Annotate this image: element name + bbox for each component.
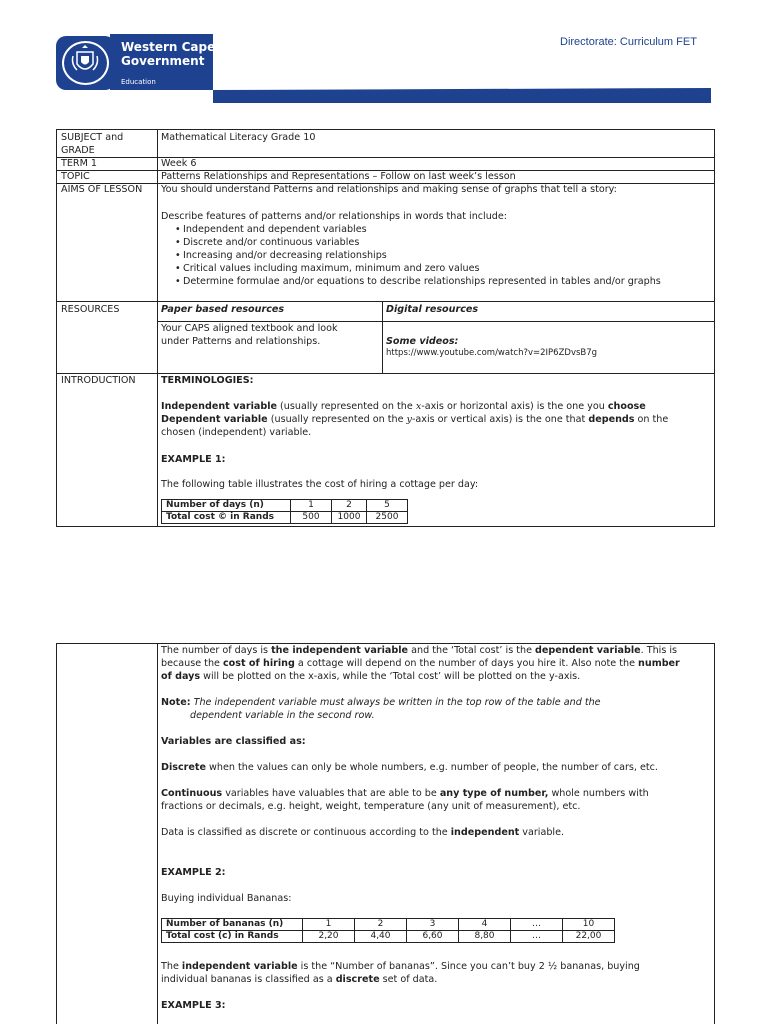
list-item: • Critical values including maximum, minimum and zero values [161,262,661,275]
table-cell: 2500 [367,512,408,524]
table-cell: 6,60 [407,931,459,943]
table-cell: 2 [355,919,407,931]
table-cell: 8,80 [459,931,511,943]
independent-variable-definition: Independent variable (usually represented on the x-axis or horizontal axis) is the one you choose [161,401,646,412]
example-1-text: The following table illustrates the cost of hiring a cottage per day: [161,479,479,490]
table-cell: Total cost © in Rands [162,512,291,524]
example-1-heading: EXAMPLE 1: [161,454,226,465]
table-cell: … [511,919,563,931]
continuous-definition-line-1: Continuous variables have valuables that are able to be any type of number, whole numbers with [161,788,649,799]
paragraph-2-line-2: individual bananas is classified as a discrete set of data. [161,974,438,985]
coat-of-arms-icon [65,42,105,82]
dependent-variable-definition-cont: chosen (independent) variable. [161,427,312,438]
table-cell: 500 [291,512,332,524]
table-cell: Total cost (c) in Rands [162,931,303,943]
aims-describe: Describe features of patterns and/or relationships in words that include: [161,211,508,222]
table-cell: Number of days (n) [162,500,291,512]
discrete-definition: Discrete when the values can only be whole numbers, e.g. number of people, the number of cars, etc. [161,762,658,773]
some-videos-label: Some videos: [386,336,459,347]
western-cape-crest-logo [56,36,115,90]
example-3-heading: EXAMPLE 3: [161,1000,226,1011]
table-cell: 3 [407,919,459,931]
introduction-label: INTRODUCTION [61,375,136,386]
list-item: • Determine formulae and/or equations to describe relationships represented in tables and/or graphs [161,275,661,288]
table-cell: 5 [367,500,408,512]
table-cell: 2 [332,500,367,512]
continuous-definition-line-2: fractions or decimals, e.g. height, weight, temperature (any unit of measurement), etc. [161,801,581,812]
table-cell: 2,20 [303,931,355,943]
logo-subtitle: Education [121,78,156,86]
variables-classified-heading: Variables are classified as: [161,736,306,747]
topic-label: TOPIC [61,171,90,182]
note-line-1: Note: The independent variable must always be written in the top row of the table and the [161,697,601,708]
list-item: • Increasing and/or decreasing relationships [161,249,661,262]
video-link[interactable]: https://www.youtube.com/watch?v=2IP6ZDvsB7g [386,348,598,358]
subject-label: SUBJECT and GRADE [61,132,124,156]
dependent-variable-definition: Dependent variable (usually represented on the y-axis or vertical axis) is the one that depends on the [161,414,669,425]
subject-value: Mathematical Literacy Grade 10 [161,132,316,143]
table-cell: Number of bananas (n) [162,919,303,931]
table-cell: 1 [303,919,355,931]
list-item: • Independent and dependent variables [161,223,661,236]
table-cell: 1 [291,500,332,512]
table-cell: 22,00 [563,931,615,943]
logo-title-line-2: Government [121,54,205,68]
table-row [162,500,408,512]
resources-label: RESOURCES [61,304,120,315]
example-2-text: Buying individual Bananas: [161,893,292,904]
digital-resources-heading: Digital resources [386,304,479,315]
aims-label: AIMS OF LESSON [61,184,143,195]
table-row [162,919,615,931]
data-classified-text: Data is classified as discrete or continuous according to the independent variable. [161,827,565,838]
note-line-2: dependent variable in the second row. [190,710,375,721]
table-cell: 10 [563,919,615,931]
directorate-label: Directorate: Curriculum FET [560,36,697,48]
term-value: Week 6 [161,158,197,169]
table-cell: … [511,931,563,943]
bananas-cost-table [161,918,615,943]
table-cell: 4,40 [355,931,407,943]
topic-value: Patterns Relationships and Representations – Follow on last week’s lesson [161,171,516,182]
paragraph-1-line-1: The number of days is the independent variable and the ‘Total cost’ is the dependent variable. This is [161,645,678,656]
header-stripe [213,88,711,104]
terminologies-heading: TERMINOLOGIES: [161,375,254,386]
example-2-heading: EXAMPLE 2: [161,867,226,878]
list-item: • Discrete and/or continuous variables [161,236,661,249]
table-row [162,931,615,943]
paper-resources-heading: Paper based resources [161,304,285,315]
paper-resources-line-2: under Patterns and relationships. [161,336,321,347]
table-cell: 1000 [332,512,367,524]
paragraph-1-line-2: because the cost of hiring a cottage will depend on the number of days you hire it. Also note the number [161,658,680,669]
table-row [162,512,408,524]
logo-title-line-1: Western Cape [121,40,216,54]
paragraph-2-line-1: The independent variable is the “Number of bananas”. Since you can’t buy 2 ½ bananas, buying [161,961,640,972]
table-cell: 4 [459,919,511,931]
paper-resources-line-1: Your CAPS aligned textbook and look [161,323,338,334]
aims-bullet-list [161,223,661,288]
term-label: TERM 1 [61,158,98,169]
paragraph-1-line-3: of days will be plotted on the x-axis, while the ‘Total cost’ will be plotted on the y-axis. [161,671,581,682]
aims-intro: You should understand Patterns and relationships and making sense of graphs that tell a story: [161,184,617,195]
cottage-cost-table [161,499,408,524]
